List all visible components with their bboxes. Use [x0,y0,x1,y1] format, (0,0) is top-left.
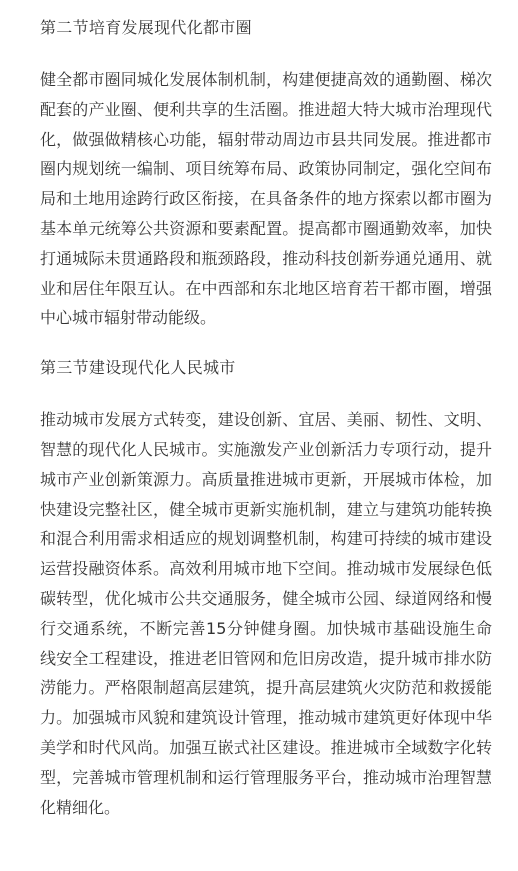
section-heading-2: 第二节培育发展现代化都市圈 [40,18,252,37]
section-paragraph-3: 推动城市发展方式转变，建设创新、宜居、美丽、韧性、文明、智慧的现代化人民城市。实施激发产业创新活力专项行动，提升城市产业创新策源力。高质量推进城市更新，开展城市体检，加快建设完整社区，健全城市更新实施机制，建立与建筑功能转换和混合利用需求相适应的规划调整机制，构建可持续的城市建设运营投融资体系。高效利用城市地下空间。推动城市发展绿色低碳转型，优化城市公共交通服务，健全城市公园、绿道网络和慢行交通系统，不断完善15分钟健身圈。加快城市基础设施生命线安全工程建设，推进老旧管网和危旧房改造，提升城市排水防涝能力。严格限制超高层建筑，提升高层建筑火灾防范和救援能力。加强城市风貌和建筑设计管理，推动城市建筑更好体现中华美学和时代风尚。加强互嵌式社区建设。推进城市全域数字化转型，完善城市管理机制和运行管理服务平台，推动城市治理智慧化精细化。 [40,410,492,817]
spacer [40,42,492,65]
spacer [40,382,492,405]
section-paragraph-2: 健全都市圈同城化发展体制机制，构建便捷高效的通勤圈、梯次配套的产业圈、便利共享的生活圈。推进超大特大城市治理现代化，做强做精核心功能，辐射带动周边市县共同发展。推进都市圈内规划统一编制、项目统筹布局、政策协同制定，强化空间布局和土地用途跨行政区衔接，在具备条件的地方探索以都市圈为基本单元统筹公共资源和要素配置。提高都市圈通勤效率，加快打通城际未贯通路段和瓶颈路段，推动科技创新券通兑通用、就业和居住年限互认。在中西部和东北地区培育若干都市圈，增强中心城市辐射带动能级。 [40,70,492,328]
section-heading-3: 第三节建设现代化人民城市 [40,358,236,378]
spacer [40,333,492,354]
